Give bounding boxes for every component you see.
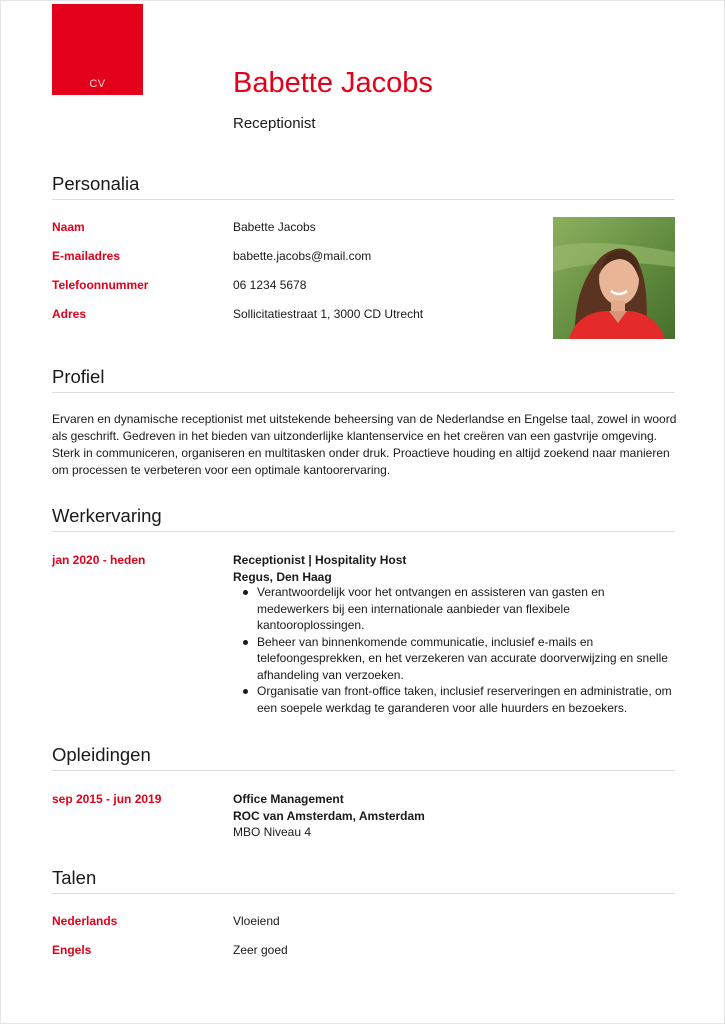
section-divider <box>52 770 675 771</box>
section-divider <box>52 199 675 200</box>
education-school: ROC van Amsterdam, Amsterdam <box>233 809 425 823</box>
section-title-werkervaring: Werkervaring <box>52 505 162 526</box>
portrait-photo-icon <box>553 217 675 339</box>
work-job-title: Receptionist | Hospitality Host <box>233 553 407 567</box>
section-divider <box>52 893 675 894</box>
work-company: Regus, Den Haag <box>233 570 332 584</box>
education-course: Office Management <box>233 792 344 806</box>
personalia-label-telefoon: Telefoonnummer <box>52 278 149 292</box>
education-period: sep 2015 - jun 2019 <box>52 792 162 806</box>
language-level-nederlands: Vloeiend <box>233 914 280 928</box>
personalia-value-naam: Babette Jacobs <box>233 220 316 234</box>
language-label-engels: Engels <box>52 943 92 957</box>
section-divider <box>52 392 675 393</box>
work-period: jan 2020 - heden <box>52 553 146 567</box>
personalia-value-telefoon: 06 1234 5678 <box>233 278 307 292</box>
profile-text: Ervaren en dynamische receptionist met uitstekende beheersing van de Nederlandse en Engelse taal, zowel in woord als geschrift. Gedreven in het bieden van uitzonderlijke klantenservice en het creëren van een gastvrije omgeving. Sterk in communiceren, organiseren en multitasken onder druk. Proactieve houding en altijd zoekend naar manieren om processen te verbeteren voor een optimale kantoorervaring. <box>52 412 677 477</box>
language-label-nederlands: Nederlands <box>52 914 118 928</box>
candidate-name: Babette Jacobs <box>233 67 433 99</box>
personalia-label-email: E-mailadres <box>52 249 121 263</box>
education-level: MBO Niveau 4 <box>233 825 312 839</box>
personalia-value-email[interactable]: babette.jacobs@mail.com <box>233 249 372 263</box>
personalia-label-naam: Naam <box>52 220 85 234</box>
section-title-opleidingen: Opleidingen <box>52 744 151 765</box>
language-level-engels: Zeer goed <box>233 943 288 957</box>
section-title-personalia: Personalia <box>52 173 140 194</box>
list-item: Organisatie van front-office taken, inclusief reserveringen en administratie, om een soepele werkdag te garanderen voor alle huurders en bezoekers. <box>239 683 679 716</box>
candidate-role: Receptionist <box>233 115 316 132</box>
section-title-profiel: Profiel <box>52 366 105 387</box>
personalia-value-adres: Sollicitatiestraat 1, 3000 CD Utrecht <box>233 307 424 321</box>
cv-badge <box>52 4 143 95</box>
personalia-label-adres: Adres <box>52 307 87 321</box>
list-item: Verantwoordelijk voor het ontvangen en assisteren van gasten en medewerkers bij een internationale aanbieder van flexibele kantooroplossingen. <box>239 584 679 634</box>
cv-badge-label: CV <box>89 78 106 90</box>
work-duties-list <box>239 584 679 716</box>
section-divider <box>52 531 675 532</box>
section-title-talen: Talen <box>52 867 97 888</box>
portrait-photo <box>553 217 675 339</box>
list-item: Beheer van binnenkomende communicatie, inclusief e-mails en telefoongesprekken, en het verzekeren van accurate doorverwijzing en snelle afhandeling van verzoeken. <box>239 634 679 684</box>
